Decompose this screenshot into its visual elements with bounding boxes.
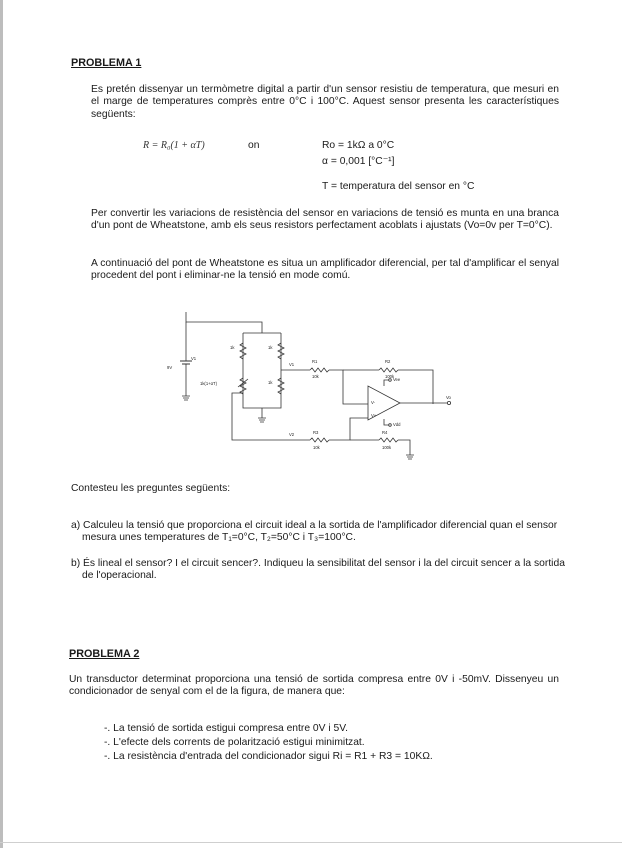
ground-bridge [258, 418, 266, 422]
label-node-v1: V1 [289, 362, 295, 367]
vdd-terminal [389, 424, 392, 427]
label-r2-name: R2 [385, 359, 391, 364]
wire-r4-ground [398, 440, 410, 455]
param-r0: Ro = 1kΩ a 0°C [322, 140, 395, 151]
problem1-para2: Per convertir les variacions de resistència del sensor en variacions de tensió es munta en una branca d'un pont de Wheatstone, amb els seus resistors perfectament acoblats i ajustats (Vo=0v per T=0°C). [91, 208, 559, 232]
label-v1-name: V1 [191, 356, 197, 361]
wire-bridge-sides [243, 333, 281, 408]
label-sensor: 1k(1+αT) [200, 381, 217, 386]
label-opamp-plus: V+ [371, 413, 377, 418]
sensor-formula: R = R₀(1 + αT) [143, 140, 205, 151]
question-a: a) Calculeu la tensió que proporciona el circuit ideal a la sortida de l'amplificador diferencial quan el sensor mesura unes temperatures de T₁=0°C, T₂=50°C i T₃=100°C. [71, 520, 558, 544]
wire-top-rail [186, 312, 262, 333]
page-bottom-rule [0, 842, 622, 843]
param-t: T = temperatura del sensor en °C [322, 181, 475, 192]
label-opamp-minus: V- [371, 400, 375, 405]
wire-r1-to-minus [329, 370, 368, 404]
resistor-r1 [310, 368, 329, 372]
questions-intro: Contesteu les preguntes següents: [71, 483, 231, 494]
wire-vee [384, 380, 389, 386]
problem1-para3: A continuació del pont de Wheatstone es situa un amplificador diferencial, per tal d'amplificar el senyal procedent del pont i eliminar-ne la tensió en mode comú. [91, 258, 559, 282]
resistor-r4 [379, 438, 398, 442]
label-bridge-bottom-right: 1k [268, 380, 273, 385]
problem1-intro: Es pretén dissenyar un termòmetre digital a partir d'un sensor resistiu de temperatura, que mesuri en el marge de temperatures comprès entre 0°C i 100°C. Aquest sensor presenta les característiques següents: [91, 84, 559, 120]
resistor-r3 [310, 438, 329, 442]
label-v1-value: 9V [167, 365, 173, 370]
problem2-title: PROBLEMA 2 [69, 648, 140, 660]
label-r3-value: 10k [313, 445, 320, 450]
problem1-title: PROBLEMA 1 [71, 57, 142, 69]
problem2-intro: Un transductor determinat proporciona una tensió de sortida compresa entre 0V i -50mV. Dissenyeu un condicionador de senyal com el de la figura, de manera que: [69, 674, 559, 698]
label-node-v2: V2 [289, 432, 295, 437]
wire-v2 [232, 393, 310, 440]
label-r2-value: 100k [385, 374, 395, 379]
label-r4-name: R4 [382, 430, 388, 435]
param-alpha: α = 0,001 [°C⁻¹] [322, 156, 395, 167]
output-terminal [447, 401, 450, 404]
question-b: b) És lineal el sensor? I el circuit sencer?. Indiqueu la sensibilitat del sensor i la del circuit sencer a la sortida de l'operacional. [71, 558, 565, 582]
label-bridge-top-left: 1k [230, 345, 235, 350]
wire-r2-right [398, 370, 433, 404]
requirement-item: -. La resistència d'entrada del condicionador sigui Ri = R1 + R3 = 10KΩ. [104, 751, 433, 762]
vee-terminal [389, 379, 392, 382]
label-r4-value: 100k [382, 445, 392, 450]
label-bridge-top-right: 1k [268, 345, 273, 350]
wire-vdd [384, 419, 389, 425]
resistor-r2 [379, 368, 398, 372]
label-r3-name: R3 [313, 430, 319, 435]
label-r1-value: 10k [312, 374, 319, 379]
label-r1-name: R1 [312, 359, 318, 364]
label-vee: Vee [393, 377, 401, 382]
ground-r4 [406, 455, 414, 459]
requirement-item: -. La tensió de sortida estigui compresa entre 0V i 5V. [104, 723, 349, 734]
label-vdd: Vdd [393, 422, 401, 427]
requirement-item: -. L'efecte dels corrents de polarització estigui minimitzat. [104, 737, 365, 748]
on-label: on [248, 140, 260, 151]
wire-r3-to-plus [329, 418, 368, 440]
label-vo: Vo [446, 395, 451, 400]
ground-source [182, 396, 190, 400]
